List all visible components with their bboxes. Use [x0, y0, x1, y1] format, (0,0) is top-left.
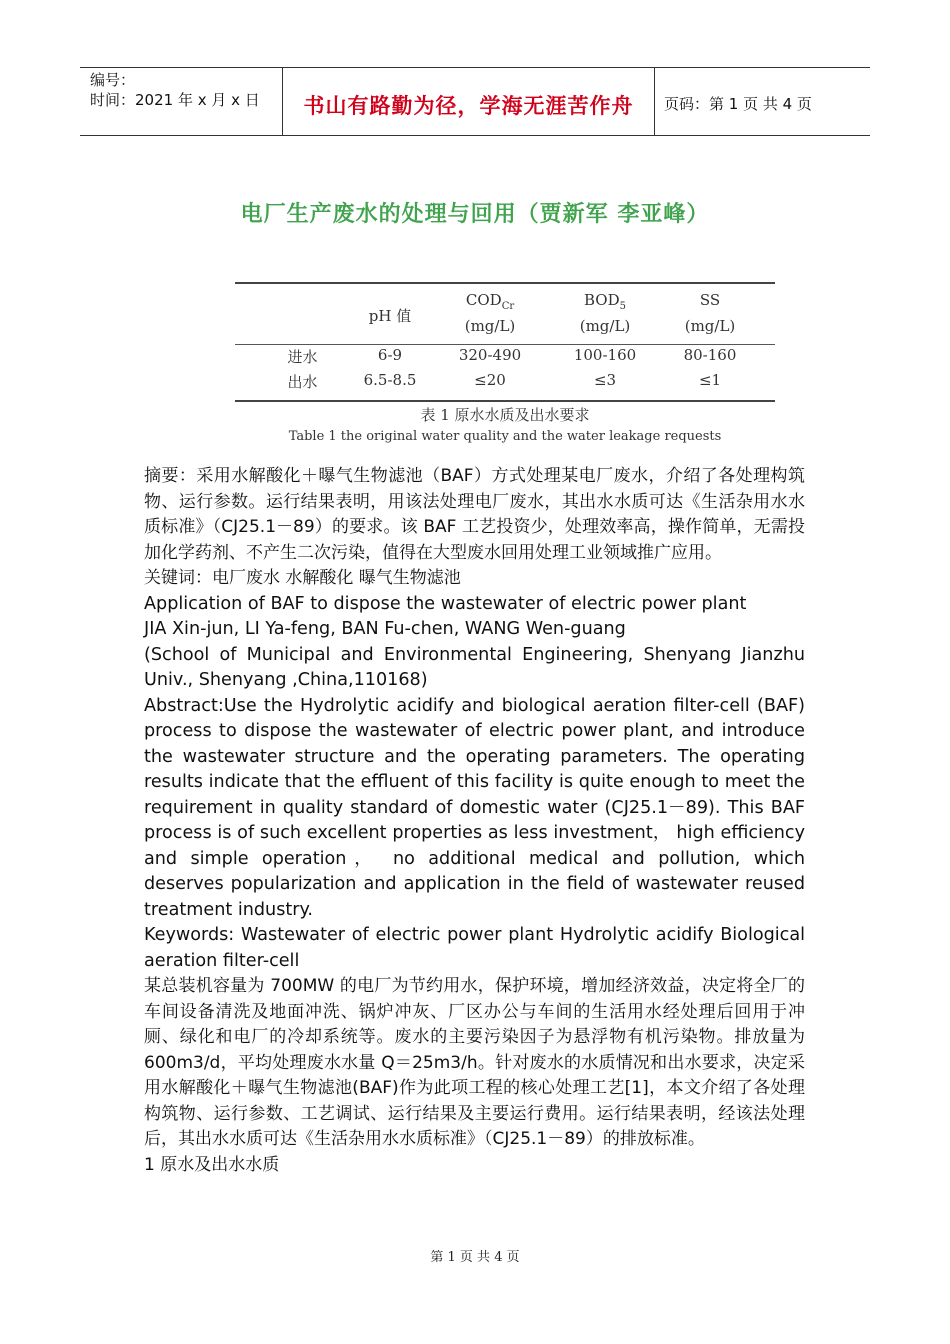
table-cell: 100-160	[573, 346, 637, 364]
table-cell: 320-490	[458, 346, 522, 364]
table-header-ss-unit: (mg/L)	[684, 317, 736, 335]
table-header-rule	[235, 344, 775, 345]
table-row-label-inflow: 进水	[287, 348, 318, 366]
table-cell: 6.5-8.5	[363, 371, 417, 389]
affiliation-en: (School of Municipal and Environmental Engineering, Shenyang Jianzhu Univ., Shenyang ,China,110168)	[144, 644, 805, 690]
table-cell: ≤3	[593, 371, 617, 389]
table-bottom-rule	[235, 400, 775, 402]
table-header-cod-sub: Cr	[501, 301, 515, 312]
table-cell: ≤1	[698, 371, 722, 389]
header-page-info: 页码：第 1 页 共 4 页	[664, 95, 812, 113]
intro-paragraph: 某总装机容量为 700MW 的电厂为节约用水，保护环境，增加经济效益，决定将全厂的车间设备清洗及地面冲洗、锅炉冲灰、厂区办公与车间的生活用水经处理后回用于冲厕、绿化和电厂的冷却系统等。废水的主要污染因子为悬浮物有机污染物。排放量为 600m3/d，平均处理废水水量 Q＝25m3/h。针对废水的水质情况和出水要求，决定采用水解酸化＋曝气生物滤池(BAF)作为此项工程的核心处理工艺[1]，本文介绍了各处理构筑物、运行参数、工艺调试、运行结果及主要运行费用。运行结果表明，经该法处理后，其出水水质可达《生活杂用水水质标准》（CJ25.1－89）的排放标准。	[144, 976, 805, 1149]
header-bottom-rule	[80, 135, 870, 136]
keywords-en: Keywords: Wastewater of electric power plant Hydrolytic acidify Biological aeration filter-cell	[144, 925, 805, 971]
page-footer: 第 1 页 共 4 页	[430, 1250, 520, 1265]
header-time: 时间：2021 年 x 月 x 日	[90, 91, 260, 109]
table-header-bod-sub: 5	[619, 301, 626, 312]
table-cell: 80-160	[683, 346, 737, 364]
header-number-label: 编号：	[90, 71, 136, 89]
header-divider-right	[654, 67, 655, 136]
table-header-bod-label: BOD	[584, 291, 620, 309]
title-en: Application of BAF to dispose the wastewater of electric power plant	[144, 593, 747, 614]
table-cell: ≤20	[474, 371, 506, 389]
table-top-rule	[235, 282, 775, 284]
table-row-label-outflow: 出水	[287, 373, 318, 391]
section-heading: 1 原水及出水水质	[144, 1154, 280, 1175]
authors-en: JIA Xin-jun, LI Ya-feng, BAN Fu-chen, WANG Wen-guang	[144, 619, 626, 639]
table-cell: 6-9	[377, 346, 403, 364]
abstract-en: Abstract:Use the Hydrolytic acidify and biological aeration filter-cell (BAF) process to dispose the wastewater of electric power plant, and introduce the wastewater structure and the operating parameters. The operating results indicate that the effluent of this facility is quite enough to meet the requirement in quality standard of domestic water (CJ25.1－89). This BAF process is of such excellent properties as less investment， high efficiency and simple operation， no additional medical and pollution, which deserves popularization and application in the field of wastewater reused treatment industry.	[144, 695, 805, 920]
header-top-rule	[80, 67, 870, 68]
table-header-ss: SS	[699, 291, 721, 309]
header-motto: 书山有路勤为径，学海无涯苦作舟	[303, 94, 634, 118]
table-header-ph: pH 值	[368, 307, 412, 325]
table-caption-cn: 表 1 原水水质及出水要求	[420, 406, 590, 424]
document-title: 电厂生产废水的处理与回用（贾新军 李亚峰）	[240, 202, 710, 227]
table-header-cod	[450, 291, 530, 312]
keywords-cn: 关键词：电厂废水 水解酸化 曝气生物滤池	[144, 568, 461, 588]
table-caption-en: Table 1 the original water quality and the water leakage requests	[288, 429, 722, 444]
table-header-cod-label: COD	[465, 291, 502, 309]
table-header-cod-unit: (mg/L)	[464, 317, 516, 335]
body-text	[144, 464, 805, 1178]
table-header-bod	[565, 291, 645, 312]
table-header-bod-unit: (mg/L)	[579, 317, 631, 335]
abstract-cn: 摘要：采用水解酸化＋曝气生物滤池（BAF）方式处理某电厂废水，介绍了各处理构筑物、运行参数。运行结果表明，用该法处理电厂废水，其出水水质可达《生活杂用水水质标准》（CJ25.1－89）的要求。该 BAF 工艺投资少，处理效率高，操作简单，无需投加化学药剂、不产生二次污染，值得在大型废水回用处理工业领域推广应用。	[144, 466, 805, 563]
